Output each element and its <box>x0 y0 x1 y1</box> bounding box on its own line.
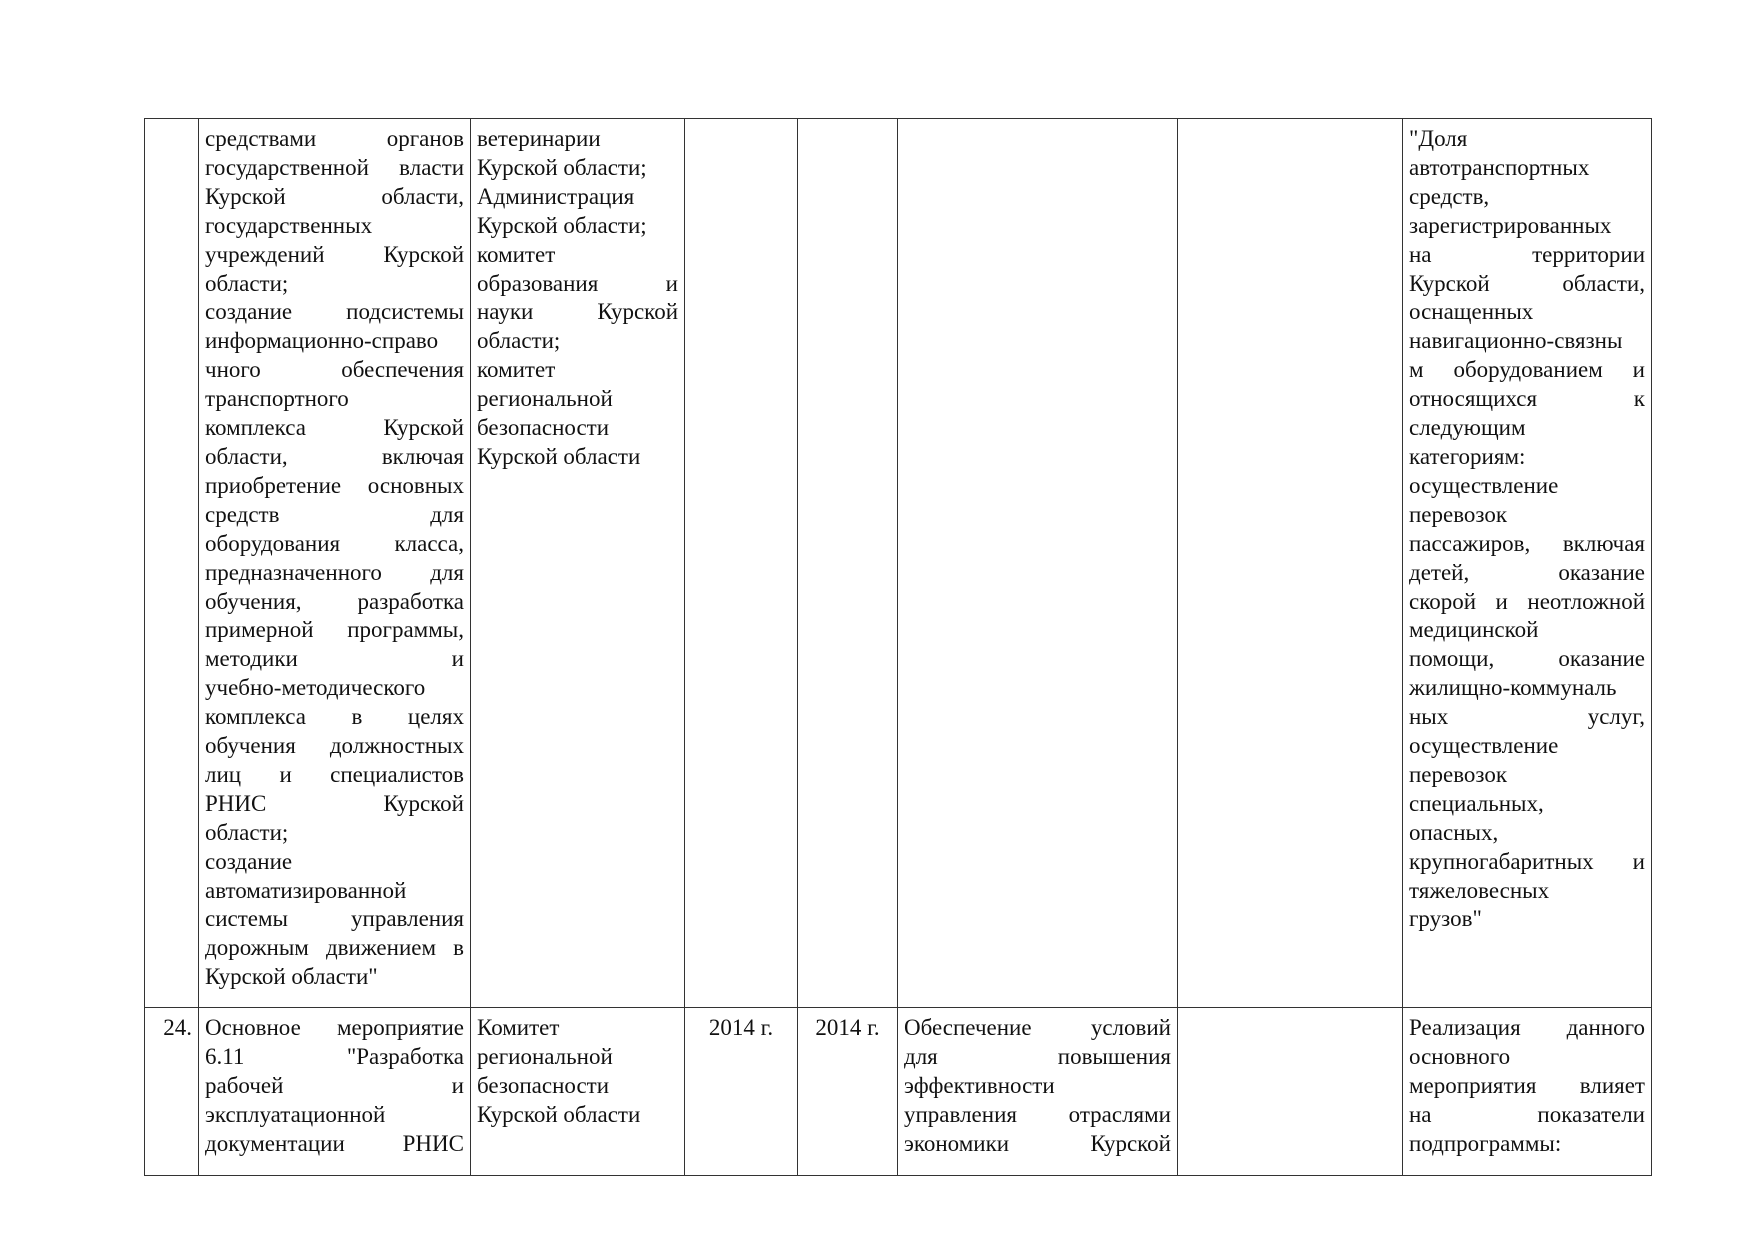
expected-result-cell <box>898 1008 1178 1176</box>
text-line: области, включая <box>205 443 464 469</box>
text-line: Курской области" <box>205 964 378 990</box>
start-year-cell: 2014 г. <box>685 1008 798 1176</box>
text-line: комплекса в целях <box>205 704 464 730</box>
text-line: управления отраслями <box>904 1101 1171 1127</box>
text-line: Реализация данного <box>1409 1015 1645 1040</box>
text-line: грузов" <box>1409 906 1482 932</box>
text-line: следующим <box>1409 415 1526 441</box>
text-line: "Доля <box>1409 126 1468 151</box>
text-line: м оборудованием и <box>1409 357 1645 383</box>
text-line: навигационно-связны <box>1409 328 1623 354</box>
text-line: комитет <box>477 241 556 267</box>
consequences-cell <box>1178 1008 1403 1176</box>
text-line: дорожным движением в <box>205 935 464 961</box>
activity-cell <box>199 119 471 1008</box>
text-line: Курской области, <box>205 183 464 209</box>
text-line: Обеспечение условий <box>904 1015 1171 1040</box>
text-line: Администрация <box>477 183 635 209</box>
text-line: создание подсистемы <box>205 299 464 325</box>
text-line: жилищно-коммуналь <box>1409 675 1617 701</box>
text-line: государственной власти <box>205 154 464 180</box>
text-line: Курской области, <box>1409 270 1645 296</box>
text-line: медицинской <box>1409 617 1539 643</box>
text-line: перевозок <box>1409 501 1508 527</box>
document-table <box>144 118 1652 1176</box>
text-line: Курской области <box>477 443 641 469</box>
indicator-link-cell <box>1403 1008 1652 1176</box>
text-line: приобретение основных <box>205 472 464 498</box>
text-line: обучения должностных <box>205 733 464 759</box>
text-line: Основное мероприятие <box>205 1015 464 1040</box>
text-line: государственных <box>205 212 373 238</box>
text-line: региональной <box>477 386 613 412</box>
text-line: оснащенных <box>1409 299 1534 325</box>
row-number-cell: 24. <box>145 1008 199 1176</box>
text-line: предназначенного для <box>205 559 464 585</box>
text-line: области; <box>205 270 289 296</box>
text-line: на территории <box>1409 241 1645 267</box>
text-line: помощи, оказание <box>1409 646 1645 672</box>
text-line: Курской области; <box>477 154 647 180</box>
row-number-cell <box>145 119 199 1008</box>
text-line: рабочей и <box>205 1072 464 1098</box>
text-line: создание <box>205 848 293 874</box>
text-line: обучения, разработка <box>205 588 464 614</box>
text-line: образования и <box>477 270 678 296</box>
text-line: эффективности <box>904 1072 1055 1098</box>
text-line: мероприятия влияет <box>1409 1072 1645 1098</box>
text-line: документации РНИС <box>205 1130 464 1156</box>
text-line: пассажиров, включая <box>1409 530 1645 556</box>
text-line: осуществление <box>1409 472 1559 498</box>
text-line: средств для <box>205 501 464 527</box>
text-line: информационно-справо <box>205 328 439 354</box>
text-line: области; <box>477 328 561 354</box>
text-line: примерной программы, <box>205 617 464 643</box>
start-year-cell <box>685 119 798 1008</box>
text-line: эксплуатационной <box>205 1101 386 1127</box>
text-line: для повышения <box>904 1043 1171 1069</box>
expected-result-cell <box>898 119 1178 1008</box>
consequences-cell <box>1178 119 1403 1008</box>
text-line: тяжеловесных <box>1409 877 1550 903</box>
text-line: перевозок <box>1409 761 1508 787</box>
table-row <box>145 1008 1652 1176</box>
text-line: транспортного <box>205 386 349 412</box>
text-line: области; <box>205 819 289 845</box>
text-line: учреждений Курской <box>205 241 464 267</box>
text-line: средствами органов <box>205 126 464 151</box>
text-line: чного обеспечения <box>205 357 464 383</box>
indicator-link-cell <box>1403 119 1652 1008</box>
text-line: учебно-методического <box>205 675 426 701</box>
text-line: Курской области <box>477 1101 641 1127</box>
text-line: скорой и неотложной <box>1409 588 1645 614</box>
text-line: подпрограммы: <box>1409 1130 1562 1156</box>
executor-cell <box>471 119 685 1008</box>
text-line: системы управления <box>205 906 464 932</box>
text-line: Комитет <box>477 1015 560 1040</box>
text-line: лиц и специалистов <box>205 761 464 787</box>
text-line: ветеринарии <box>477 126 601 151</box>
text-line: региональной <box>477 1043 613 1069</box>
text-line: детей, оказание <box>1409 559 1645 585</box>
executor-cell <box>471 1008 685 1176</box>
text-line: оборудования класса, <box>205 530 464 556</box>
text-line: средств, <box>1409 183 1490 209</box>
text-line: основного <box>1409 1043 1511 1069</box>
text-line: автотранспортных <box>1409 154 1590 180</box>
text-line: относящихся к <box>1409 386 1645 412</box>
text-line: опасных, <box>1409 819 1499 845</box>
end-year-cell <box>798 119 898 1008</box>
text-line: 6.11 "Разработка <box>205 1043 464 1069</box>
end-year-cell: 2014 г. <box>798 1008 898 1176</box>
text-line: экономики Курской <box>904 1130 1171 1156</box>
text-line: методики и <box>205 646 464 672</box>
text-line: Курской области; <box>477 212 647 238</box>
table-row <box>145 119 1652 1008</box>
text-line: на показатели <box>1409 1101 1645 1127</box>
text-line: специальных, <box>1409 790 1544 816</box>
text-line: категориям: <box>1409 443 1526 469</box>
activity-cell <box>199 1008 471 1176</box>
text-line: науки Курской <box>477 299 678 325</box>
text-line: крупногабаритных и <box>1409 848 1645 874</box>
text-line: автоматизированной <box>205 877 407 903</box>
text-line: РНИС Курской <box>205 790 464 816</box>
text-line: осуществление <box>1409 733 1559 759</box>
text-line: ных услуг, <box>1409 704 1645 730</box>
text-line: безопасности <box>477 1072 610 1098</box>
text-line: зарегистрированных <box>1409 212 1612 238</box>
text-line: комитет <box>477 357 556 383</box>
text-line: комплекса Курской <box>205 415 464 441</box>
text-line: безопасности <box>477 415 610 441</box>
